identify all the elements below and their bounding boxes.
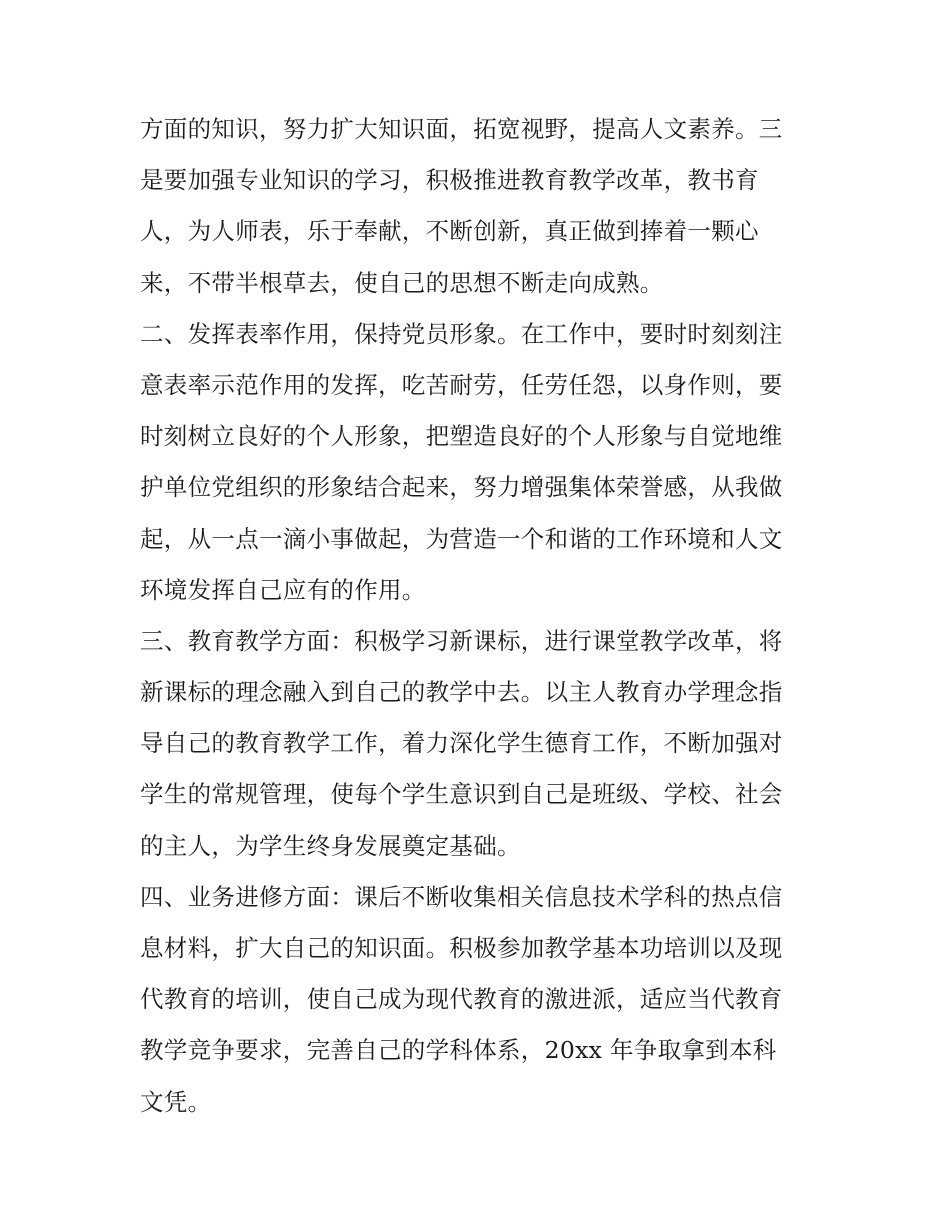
text-line: 是要加强专业知识的学习，积极推进教育教学改革，教书育 (140, 166, 759, 195)
text-line: 环境发挥自己应有的作用。 (140, 575, 426, 604)
text-line: 息材料，扩大自己的知识面。积极参加教学基本功培训以及现 (140, 934, 783, 962)
text-line: 人，为人师表，乐于奉献，不断创新，真正做到捧着一颗心 (140, 217, 759, 246)
text-line: 教学竞争要求，完善自己的学科体系，20xx 年争取拿到本科 (140, 1036, 777, 1065)
text-line: 方面的知识，努力扩大知识面，拓宽视野，提高人文素养。三 (140, 115, 783, 143)
text-line: 的主人，为学生终身发展奠定基础。 (140, 831, 521, 860)
text-line: 导自己的教育教学工作，着力深化学生德育工作，不断加强对 (140, 729, 783, 758)
text-line: 起，从一点一滴小事做起，为营造一个和谐的工作环境和人文 (140, 524, 783, 553)
text-line: 时刻树立良好的个人形象，把塑造良好的个人形象与自觉地维 (140, 422, 783, 451)
text-line: 二、发挥表率作用，保持党员形象。在工作中，要时时刻刻注 (140, 319, 783, 348)
text-line: 意表率示范作用的发挥，吃苦耐劳，任劳任怨，以身作则，要 (140, 370, 783, 399)
text-line: 新课标的理念融入到自己的教学中去。以主人教育办学理念指 (140, 678, 783, 707)
text-line: 代教育的培训，使自己成为现代教育的激进派，适应当代教育 (140, 985, 783, 1014)
text-line: 护单位党组织的形象结合起来，努力增强集体荣誉感，从我做 (140, 473, 783, 502)
text-line: 学生的常规管理，使每个学生意识到自己是班级、学校、社会 (140, 780, 783, 809)
text-line: 文凭。 (140, 1087, 212, 1116)
text-line: 来，不带半根草去，使自己的思想不断走向成熟。 (140, 268, 664, 297)
text-line: 三、教育教学方面：积极学习新课标，进行课堂教学改革，将 (140, 626, 783, 655)
body-text (140, 104, 820, 1128)
text-line: 四、业务进修方面：课后不断收集相关信息技术学科的热点信 (140, 882, 783, 911)
